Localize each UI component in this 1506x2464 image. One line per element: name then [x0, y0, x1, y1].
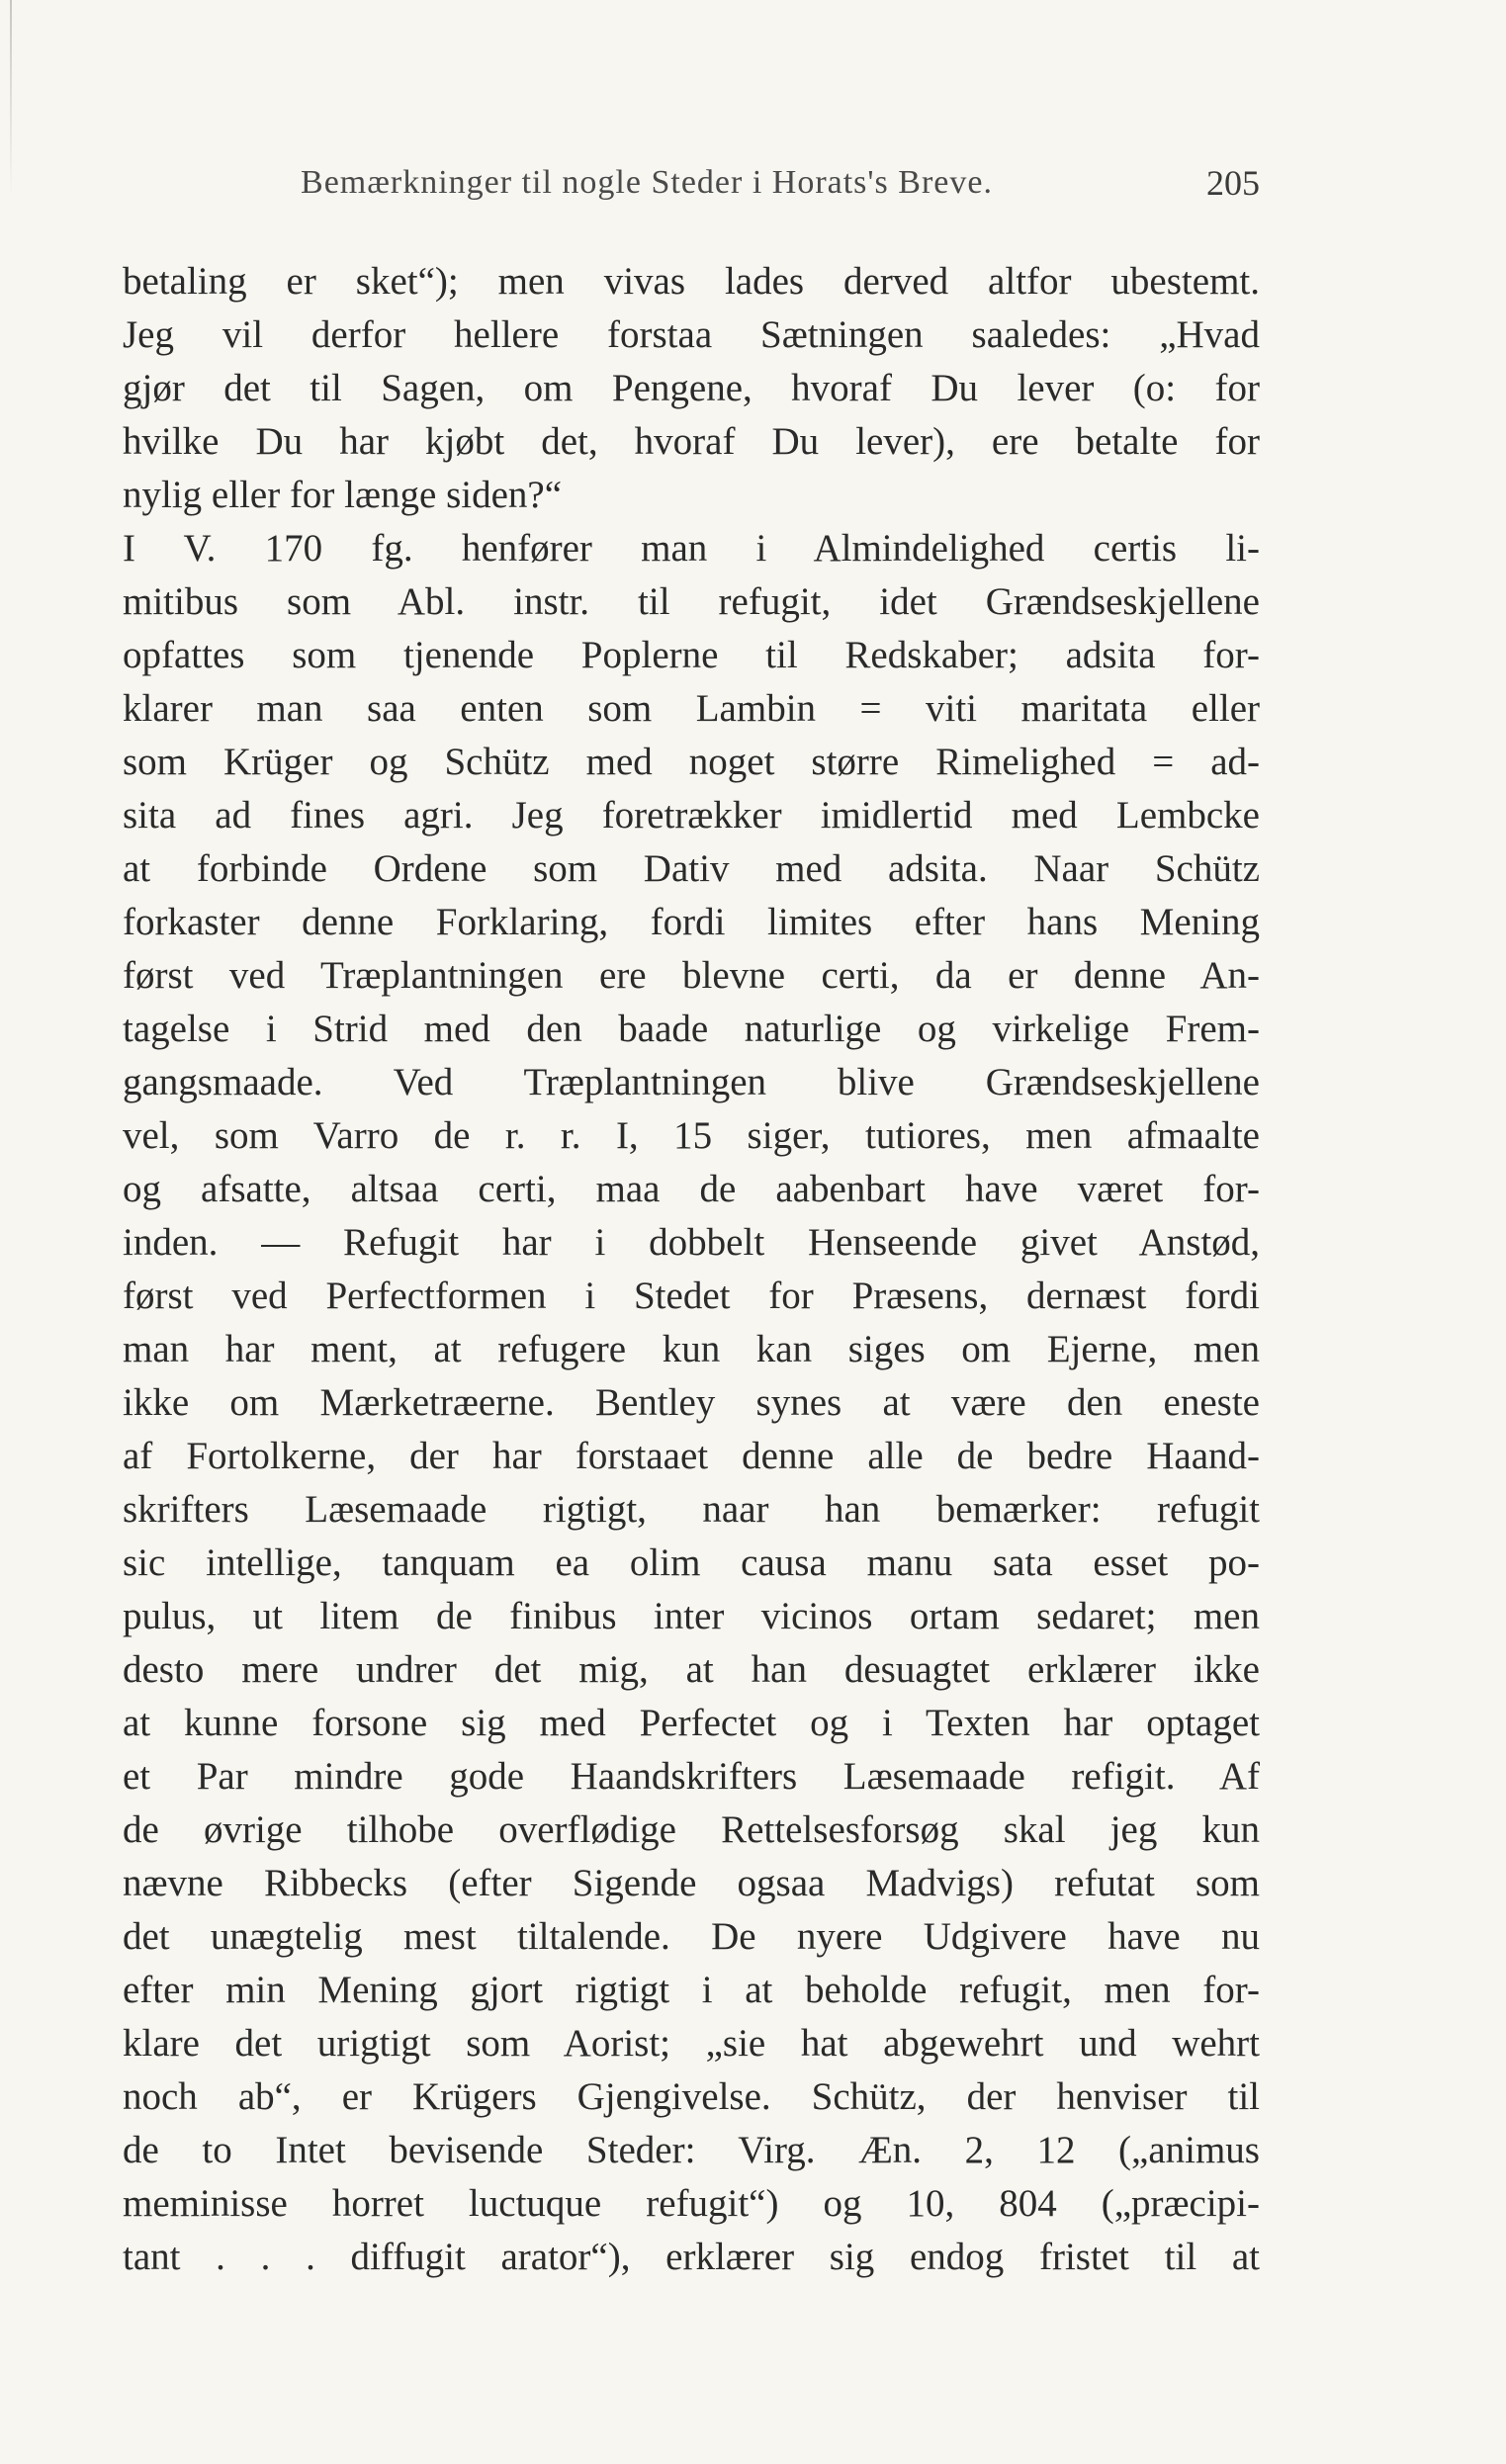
text-line: sic intellige, tanquam ea olim causa manu sata esset po-: [123, 1541, 1260, 1584]
text-line: klarer man saa enten som Lambin = viti maritata eller: [123, 687, 1260, 730]
running-header-title: Bemærkninger til nogle Steder i Horats's Breve.: [301, 164, 993, 201]
text-line: de to Intet bevisende Steder: Virg. Æn. 2, 12 („animus: [123, 2129, 1260, 2171]
text-line: skrifters Læsemaade rigtigt, naar han bemærker: refugit: [123, 1488, 1260, 1531]
text-line: det unægtelig mest tiltalende. De nyere Udgivere have nu: [123, 1915, 1260, 1958]
text-line: forkaster denne Forklaring, fordi limites efter hans Mening: [123, 901, 1260, 943]
text-line: opfattes som tjenende Poplerne til Redskaber; adsita for-: [123, 634, 1260, 676]
text-line: og afsatte, altsaa certi, maa de aabenbart have været for-: [123, 1168, 1260, 1210]
text-line: de øvrige tilhobe overflødige Rettelsesforsøg skal jeg kun: [123, 1808, 1260, 1851]
text-line: af Fortolkerne, der har forstaaet denne alle de bedre Haand-: [123, 1435, 1260, 1477]
running-header: [123, 164, 1260, 214]
text-line: mitibus som Abl. instr. til refugit, idet Grændseskjellene: [123, 580, 1260, 623]
text-line: først ved Træplantningen ere blevne certi, da er denne An-: [123, 954, 1260, 997]
text-line: et Par mindre gode Haandskrifters Læsemaade refigit. Af: [123, 1755, 1260, 1798]
text-line: noch ab“, er Krügers Gjengivelse. Schütz, der henviser til: [123, 2075, 1260, 2118]
text-line: efter min Mening gjort rigtigt i at beholde refugit, men for-: [123, 1969, 1260, 2011]
page-number: 205: [1206, 163, 1260, 203]
text-line: ikke om Mærketræerne. Bentley synes at være den eneste: [123, 1381, 1260, 1424]
text-line: nylig eller for længe siden?“: [123, 474, 563, 516]
text-line: pulus, ut litem de finibus inter vicinos ortam sedaret; men: [123, 1595, 1260, 1637]
text-line: gangsmaade. Ved Træplantningen blive Grændseskjellene: [123, 1061, 1260, 1103]
text-line: meminisse horret luctuque refugit“) og 10, 804 („præcipi-: [123, 2182, 1260, 2225]
text-line: Jeg vil derfor hellere forstaa Sætningen saaledes: „Hvad: [123, 313, 1260, 356]
text-line: inden. — Refugit har i dobbelt Henseende givet Anstød,: [123, 1221, 1260, 1264]
text-line: som Krüger og Schütz med noget større Rimelighed = ad-: [123, 741, 1260, 783]
text-line: vel, som Varro de r. r. I, 15 siger, tutiores, men afmaalte: [123, 1114, 1260, 1157]
text-line: tant . . . diffugit arator“), erklærer sig endog fristet til at: [123, 2236, 1260, 2278]
text-line: klare det urigtigt som Aorist; „sie hat abgewehrt und wehrt: [123, 2022, 1260, 2065]
text-line: tagelse i Strid med den baade naturlige og virkelige Frem-: [123, 1008, 1260, 1050]
text-line: man har ment, at refugere kun kan siges om Ejerne, men: [123, 1328, 1260, 1370]
text-line: betaling er sket“); men vivas lades derved altfor ubestemt.: [123, 260, 1260, 303]
text-line: først ved Perfectformen i Stedet for Præsens, dernæst fordi: [123, 1275, 1260, 1317]
text-line: at forbinde Ordene som Dativ med adsita. Naar Schütz: [123, 847, 1260, 890]
text-line: hvilke Du har kjøbt det, hvoraf Du lever), ere betalte for: [123, 420, 1260, 463]
text-line: at kunne forsone sig med Perfectet og i Texten har optaget: [123, 1702, 1260, 1744]
text-line: desto mere undrer det mig, at han desuagtet erklærer ikke: [123, 1648, 1260, 1691]
text-line: gjør det til Sagen, om Pengene, hvoraf Du lever (o: for: [123, 367, 1260, 409]
body-text: [123, 255, 1260, 2284]
scan-edge-line: [10, 0, 12, 198]
text-line: nævne Ribbecks (efter Sigende ogsaa Madvigs) refutat som: [123, 1862, 1260, 1904]
text-line: I V. 170 fg. henfører man i Almindelighed certis li-: [123, 527, 1260, 570]
text-line: sita ad fines agri. Jeg foretrækker imidlertid med Lembcke: [123, 794, 1260, 836]
